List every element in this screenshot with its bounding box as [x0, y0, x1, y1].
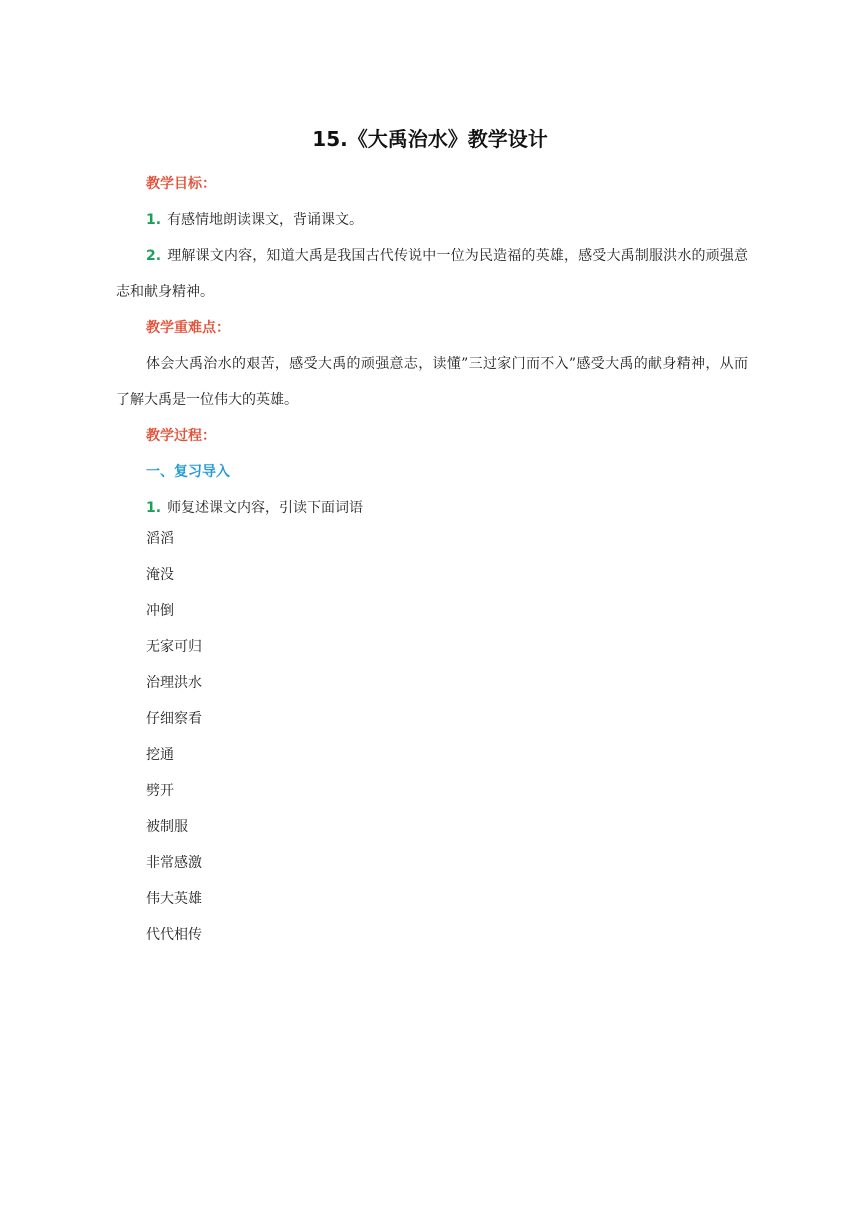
section-1-step-1-number: 1.	[146, 500, 162, 516]
section-1-step-1-text: 师复述课文内容，引读下面词语	[167, 500, 364, 516]
word-list-item: 非常感激	[146, 855, 202, 871]
goal-item-1-text: 有感情地朗读课文，背诵课文。	[167, 212, 364, 228]
goals-heading: 教学目标：	[146, 176, 216, 192]
section-1-step-1	[146, 498, 363, 518]
word-list-item: 代代相传	[146, 927, 202, 943]
word-list-item: 治理洪水	[146, 675, 202, 691]
goal-item-2-number: 2.	[146, 248, 162, 264]
word-list-item: 伟大英雄	[146, 891, 202, 907]
goal-item-2-text: 理解课文内容，知道大禹是我国古代传说中一位为民造福的英雄，感受大禹制服洪水的顽强意志和献身精神。	[116, 248, 748, 300]
goal-item-1-number: 1.	[146, 212, 162, 228]
word-list-item: 无家可归	[146, 639, 202, 655]
word-list-item: 冲倒	[146, 603, 174, 619]
key-points-heading: 教学重难点：	[146, 320, 230, 336]
goal-item-2	[116, 238, 748, 310]
word-list-item: 劈开	[146, 783, 174, 799]
word-list-item: 挖通	[146, 747, 174, 763]
word-list-item: 滔滔	[146, 531, 174, 547]
section-1-heading: 一、复习导入	[146, 464, 230, 480]
key-points-text: 体会大禹治水的艰苦，感受大禹的顽强意志，读懂”三过家门而不入”感受大禹的献身精神，从而了解大禹是一位伟大的英雄。	[116, 356, 748, 408]
word-list-item: 被制服	[146, 819, 188, 835]
document-title: 15.《大禹治水》教学设计	[312, 127, 548, 151]
word-list-item: 淹没	[146, 567, 174, 583]
word-list-item: 仔细察看	[146, 711, 202, 727]
process-heading: 教学过程：	[146, 428, 216, 444]
goal-item-1	[146, 210, 363, 230]
